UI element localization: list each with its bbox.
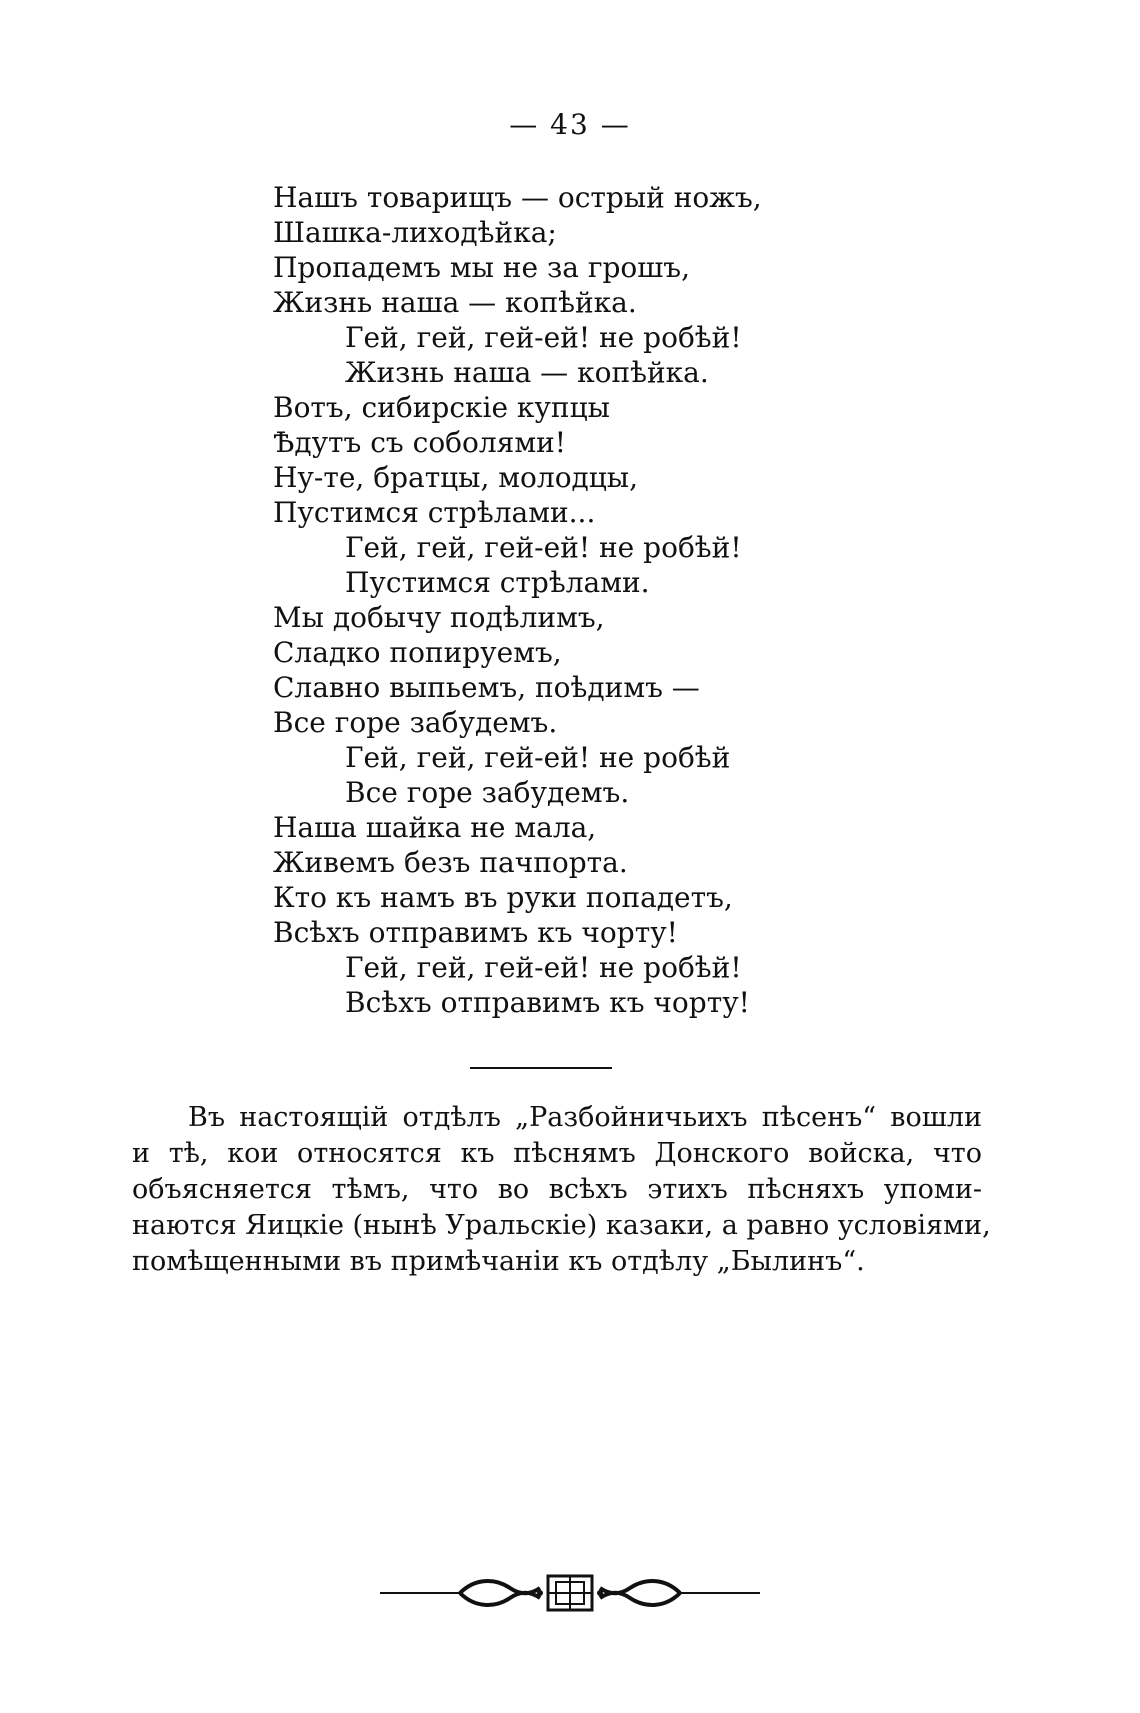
poem-line: Пропадемъ мы не за грошъ, — [273, 251, 691, 284]
poem-line: Живемъ безъ пачпорта. — [273, 846, 628, 879]
note-line: помѣщенными въ примѣчаніи къ отдѣлу „Былинъ“. — [132, 1246, 865, 1277]
poem-line: Все горе забудемъ. — [273, 706, 558, 739]
ornament-tailpiece-icon — [380, 1568, 760, 1618]
poem-line: Жизнь наша — копѣйка. — [273, 286, 637, 319]
poem-line: Сладко попируемъ, — [273, 636, 562, 669]
note-line: наются Яицкіе (нынѣ Уральскіе) казаки, а равно условіями, — [132, 1210, 991, 1241]
note-line: и тѣ, кои относятся къ пѣснямъ Донского войска, что — [132, 1138, 982, 1169]
section-divider-rule — [470, 1067, 612, 1069]
poem-refrain-line: Жизнь наша — копѣйка. — [345, 356, 709, 389]
poem-line: Ѣдутъ съ соболями! — [273, 426, 567, 459]
poem-line: Пустимся стрѣлами... — [273, 496, 596, 529]
poem-line: Нашъ товарищъ — острый ножъ, — [273, 181, 762, 214]
poem-line: Наша шайка не мала, — [273, 811, 597, 844]
poem-line: Ну-те, братцы, молодцы, — [273, 461, 638, 494]
poem-line: Вотъ, сибирскіе купцы — [273, 391, 610, 424]
poem-refrain-line: Пустимся стрѣлами. — [345, 566, 650, 599]
poem-refrain-line: Гей, гей, гей-ей! не робѣй — [345, 741, 731, 774]
poem-refrain-line: Гей, гей, гей-ей! не робѣй! — [345, 321, 742, 354]
poem-refrain-line: Гей, гей, гей-ей! не робѣй! — [345, 531, 742, 564]
editorial-note — [132, 1100, 991, 1280]
note-line: Въ настоящій отдѣлъ „Разбойничьихъ пѣсенъ“ вошли — [188, 1102, 982, 1133]
poem-line: Славно выпьемъ, поѣдимъ — — [273, 671, 700, 704]
poem-refrain-line: Все горе забудемъ. — [345, 776, 630, 809]
poem-line: Шашка-лиходѣйка; — [273, 216, 557, 249]
poem-line: Мы добычу подѣлимъ, — [273, 601, 605, 634]
poem-line: Всѣхъ отправимъ къ чорту! — [273, 916, 678, 949]
poem-refrain-line: Всѣхъ отправимъ къ чорту! — [345, 986, 750, 1019]
poem-line: Кто къ намъ въ руки попадетъ, — [273, 881, 733, 914]
poem — [273, 180, 913, 1020]
page-number: — 43 — — [509, 108, 631, 141]
poem-refrain-line: Гей, гей, гей-ей! не робѣй! — [345, 951, 742, 984]
note-line: объясняется тѣмъ, что во всѣхъ этихъ пѣсняхъ упоми- — [132, 1174, 982, 1205]
